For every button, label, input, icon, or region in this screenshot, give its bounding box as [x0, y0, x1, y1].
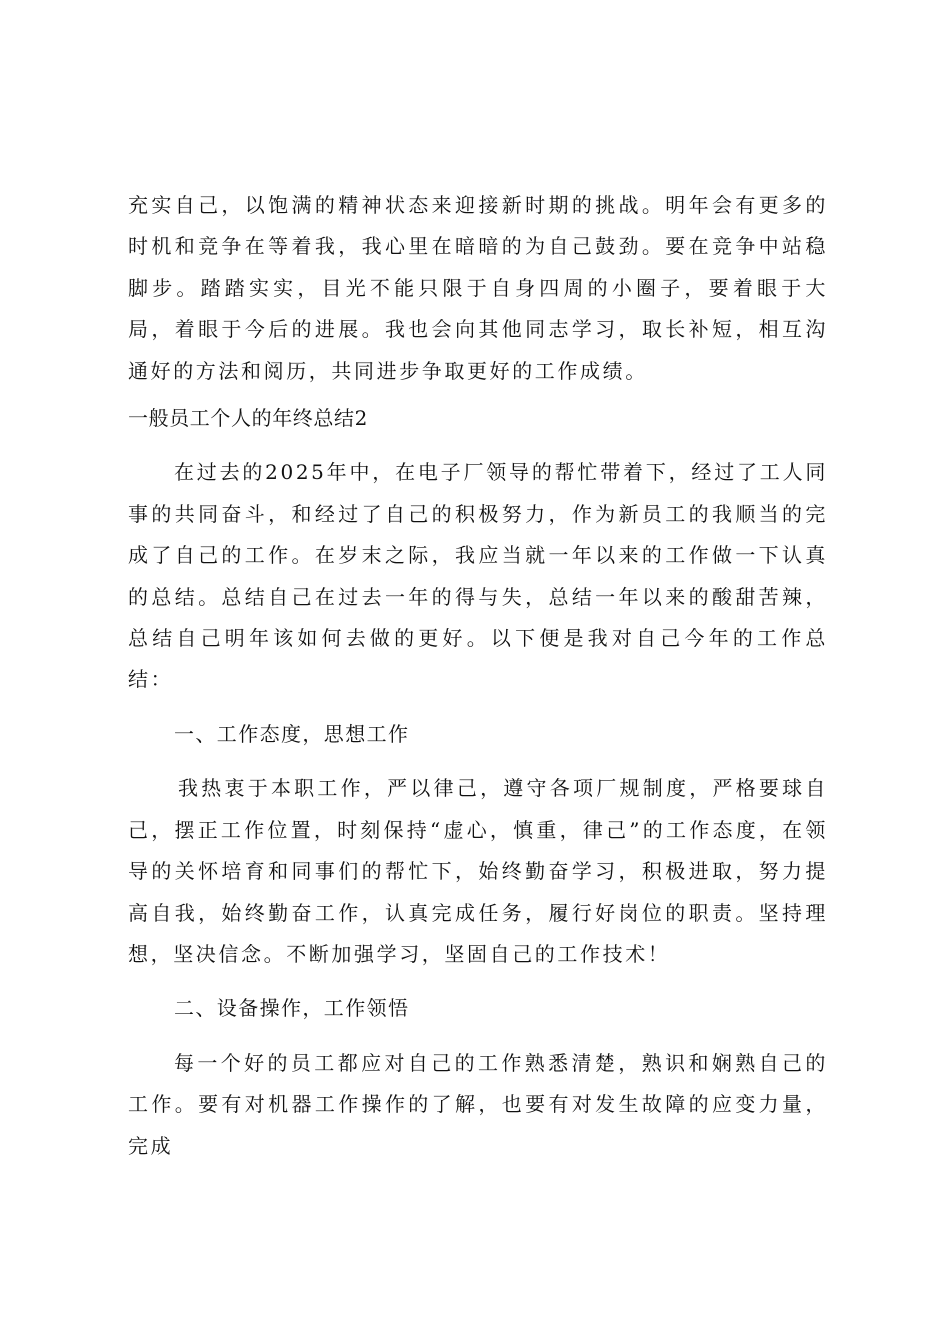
heading-work-attitude: 一、工作态度，思想工作: [174, 721, 410, 746]
heading-equipment: 二、设备操作，工作领悟: [174, 996, 410, 1021]
spacer: [128, 439, 828, 452]
paragraph-attitude: 我热衷于本职工作，严以律己，遵守各项厂规制度，严格要球自己，摆正工作位置，时刻保持“虚心，慎重，律己”的工作态度，在领导的关怀培育和同事们的帮忙下，始终勤奋学习，积极进取，努力提高自我，始终勤奋工作，认真完成任务，履行好岗位的职责。坚持理想，坚决信念。不断加强学习，坚固自己的工作技术！: [128, 776, 828, 966]
section-title: 一般员工个人的年终总结2: [128, 406, 368, 431]
paragraph-equipment: 每一个好的员工都应对自己的工作熟悉清楚，熟识和娴熟自己的工作。要有对机器工作操作的了解，也要有对发生故障的应变力量，完成: [128, 1050, 828, 1158]
document-page: [128, 185, 828, 1167]
spacer: [128, 701, 828, 714]
paragraph-intro: 充实自己，以饱满的精神状态来迎接新时期的挑战。明年会有更多的时机和竞争在等着我，我心里在暗暗的为自己鼓劲。要在竞争中站稳脚步。踏踏实实，目光不能只限于自身四周的小圈子，要着眼于大局，着眼于今后的进展。我也会向其他同志学习，取长补短，相互沟通好的方法和阅历，共同进步争取更好的工作成绩。: [128, 193, 828, 383]
spacer: [128, 1030, 828, 1043]
spacer: [128, 755, 828, 768]
paragraph-opening: 在过去的2025年中，在电子厂领导的帮忙带着下，经过了工人同事的共同奋斗，和经过了自己的积极努力，作为新员工的我顺当的完成了自己的工作。在岁末之际，我应当就一年以来的工作做一下认真的总结。总结自己在过去一年的得与失，总结一年以来的酸甜苦辣，总结自己明年该如何去做的更好。以下便是我对自己今年的工作总结：: [128, 460, 828, 692]
spacer: [128, 975, 828, 988]
